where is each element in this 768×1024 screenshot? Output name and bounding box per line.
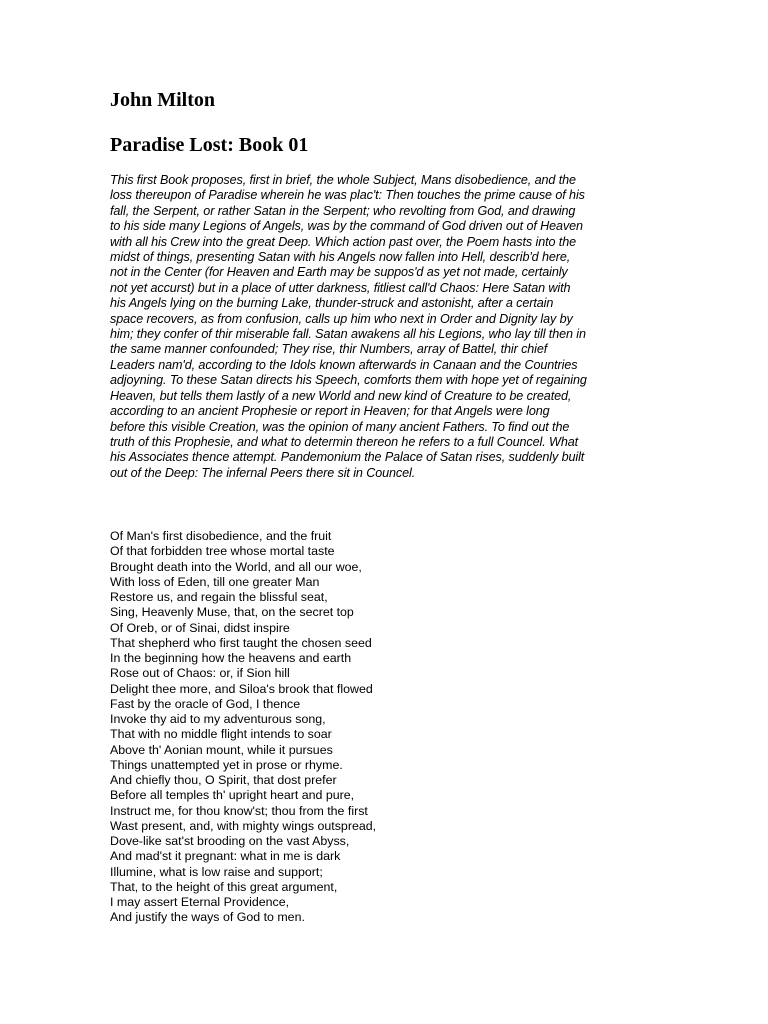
- verse-line: Of that forbidden tree whose mortal taste: [110, 544, 335, 559]
- argument-line: adjoyning. To these Satan directs his Speech, comforts them with hope yet of regaining: [110, 373, 587, 388]
- verse-line: Things unattempted yet in prose or rhyme.: [110, 757, 343, 772]
- document-page: [110, 88, 662, 926]
- verse-line: Above th' Aonian mount, while it pursues: [110, 742, 333, 757]
- verse-line: Before all temples th' upright heart and pure,: [110, 788, 355, 803]
- argument-line: with all his Crew into the great Deep. Which action past over, the Poem hasts into the: [110, 234, 577, 249]
- verse-line: That with no middle flight intends to soar: [110, 727, 332, 742]
- verse-line: And chiefly thou, O Spirit, that dost prefer: [110, 773, 337, 788]
- argument-line: before this visible Creation, was the opinion of many ancient Fathers. To find out the: [110, 419, 570, 434]
- verse-stanza: [110, 529, 662, 926]
- argument-line: Leaders nam'd, according to the Idols known afterwards in Canaan and the Countries: [110, 357, 578, 372]
- verse-line: Illumine, what is low raise and support;: [110, 864, 323, 879]
- verse-line: Of Man's first disobedience, and the fruit: [110, 529, 332, 544]
- book-title-heading: Paradise Lost: Book 01: [110, 134, 309, 156]
- verse-line: Invoke thy aid to my adventurous song,: [110, 712, 326, 727]
- verse-line: Wast present, and, with mighty wings outspread,: [110, 818, 377, 833]
- author-heading: John Milton: [110, 89, 216, 111]
- verse-line: Restore us, and regain the blissful seat,: [110, 590, 328, 605]
- argument-line: the same manner confounded; They rise, thir Numbers, array of Battel, thir chief: [110, 342, 548, 357]
- verse-line: Sing, Heavenly Muse, that, on the secret top: [110, 605, 354, 620]
- argument-line: This first Book proposes, first in brief, the whole Subject, Mans disobedience, and the: [110, 173, 576, 187]
- argument-line: loss thereupon of Paradise wherein he was plac't: Then touches the prime cause of his: [110, 188, 585, 203]
- verse-line: Brought death into the World, and all our woe,: [110, 559, 362, 574]
- argument-line: truth of this Prophesie, and what to determin thereon he refers to a full Councel. What: [110, 434, 579, 449]
- argument-line: Heaven, but tells them lastly of a new World and new kind of Creature to be created,: [110, 388, 572, 403]
- argument-line: his Angels lying on the burning Lake, thunder-struck and astonisht, after a certain: [110, 296, 554, 311]
- verse-line: With loss of Eden, till one greater Man: [110, 574, 320, 589]
- argument-line: fall, the Serpent, or rather Satan in the Serpent; who revolting from God, and drawing: [110, 203, 576, 218]
- verse-line: Dove-like sat'st brooding on the vast Abyss,: [110, 834, 350, 849]
- verse-line: And mad'st it pregnant: what in me is dark: [110, 849, 341, 864]
- argument-line: out of the Deep: The infernal Peers there sit in Councel.: [110, 465, 416, 480]
- verse-line: I may assert Eternal Providence,: [110, 895, 290, 910]
- argument-line: according to an ancient Prophesie or report in Heaven; for that Angels were long: [110, 404, 550, 419]
- verse-line: That shepherd who first taught the chosen seed: [110, 635, 372, 650]
- verse-line: And justify the ways of God to men.: [110, 910, 305, 925]
- argument-line: not yet accurst) but in a place of utter darkness, fitliest call'd Chaos: Here Satan with: [110, 280, 571, 295]
- verse-line: That, to the height of this great argument,: [110, 879, 338, 894]
- verse-line: Instruct me, for thou know'st; thou from the first: [110, 803, 368, 818]
- verse-line: In the beginning how the heavens and earth: [110, 651, 352, 666]
- argument-line: him; they confer of thir miserable fall. Satan awakens all his Legions, who lay till then in: [110, 327, 586, 342]
- verse-line: Delight thee more, and Siloa's brook that flowed: [110, 681, 373, 696]
- verse-line: Rose out of Chaos: or, if Sion hill: [110, 666, 290, 681]
- verse-line: Fast by the oracle of God, I thence: [110, 696, 301, 711]
- argument-paragraph: [110, 173, 662, 481]
- verse-line: Of Oreb, or of Sinai, didst inspire: [110, 620, 290, 635]
- argument-line: to his side many Legions of Angels, was by the command of God driven out of Heaven: [110, 219, 583, 234]
- argument-line: midst of things, presenting Satan with his Angels now fallen into Hell, describ'd here,: [110, 250, 571, 265]
- argument-line: space recovers, as from confusion, calls up him who next in Order and Dignity lay by: [110, 311, 573, 326]
- argument-line: his Associates thence attempt. Pandemonium the Palace of Satan rises, suddenly built: [110, 450, 585, 465]
- argument-line: not in the Center (for Heaven and Earth may be suppos'd as yet not made, certainly: [110, 265, 568, 280]
